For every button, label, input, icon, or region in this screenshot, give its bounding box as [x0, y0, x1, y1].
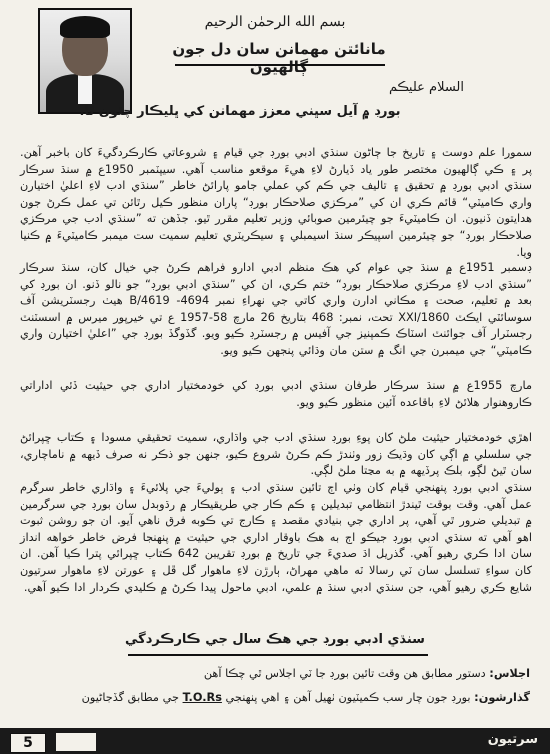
proposals-label: گذارشون: [474, 691, 530, 704]
paragraph-publishing: اهڙي خودمختيار حيثيت ملڻ کان پوءِ بورڊ سنڌي ادب جي واڌاري، سميت تحقيقي مسودا ۽ ڪتاب ڇپرائڻ جي سلسلي ۾ اڳي کان وڌيڪ زور وٺندڙ ڪم ڪرڻ شروع ڪيو، جنهن جو ذڪر نه صرف ڏيهه ۾ ناماچاري، سان ٿيڻ لڳو، بلڪ پرڏيهه ۾ به مڃتا ملڻ لڳي. [20, 431, 532, 478]
page-title: مانائتن مهمانن سان دل جون ڳالهيون [172, 40, 386, 76]
agenda-line [204, 667, 530, 680]
magazine-name: سرتيون [487, 732, 538, 747]
section-underline [128, 654, 428, 656]
author-photo [38, 8, 132, 114]
proposals-line [82, 691, 530, 704]
agenda-label: اجلاس: [489, 667, 530, 680]
greeting: السلام عليڪم [388, 80, 464, 95]
section-heading: سنڌي ادبي بورڊ جي هڪ سال جي ڪارڪردگي [125, 632, 425, 647]
footer-notch [56, 733, 96, 751]
proposals-text-before: بورڊ جون چار سب ڪميٽيون ٺهيل آهن ۽ اهي پنهنجي [225, 691, 471, 704]
proposals-text-after: جي مطابق گڏجاڻيون [81, 691, 179, 704]
paragraph-board-formation: ڊسمبر 1951ع ۾ سنڌ جي عوام کي هڪ منظم ادبي ادارو فراهم ڪرڻ جي خيال کان، سنڌ سرڪار ”سنڌي ادب لاءِ مرڪزي صلاحڪار بورڊ“ ختم ڪري، ان کي ”سنڌي ادبي بورڊ“ جو نالو ڏنو. ان بورڊ کي بعد ۾ تعليم، صحت ۽ مڪاني ادارن واري کاتي جي نهراءِ نمبر 4694- B/4619 هيٺ رجسٽريشن آف سوسائٽي ايڪٽ XXI/1860 تحت، نمبر: 468 بتاريخ 26 مارچ 58-1957 ع تي خيرپور ميرس ۾ اسسٽنٽ رجسٽرار آف جوائنٽ اسٽاڪ ڪمپنيز جي آفيس ۾ رجسٽرڊ ڪيو ويو. گڏوگڏ بورڊ جي ”اعليٰ اختيارن واري ڪاميٽي“ جي ميمبرن جي انگ ۾ ستن مان وڌائي پنجهن ڪيو ويو. [20, 261, 533, 357]
title-underline [175, 64, 385, 66]
bismillah: بسم الله الرحمٰن الرحيم [204, 14, 346, 30]
paragraph-achievements: سنڌي ادبي بورڊ پنهنجي قيام کان وٺي اڄ تائين سنڌي ادب ۽ ٻوليءَ جي پلائيءَ ۽ واڌاري خاطر سرگرم عمل آهي. وقت بوقت ٿيندڙ انتظامي تبديلين ۽ ڪم ڪار جي طريقيڪار ۾ رڌوبدل سان بورڊ جي سرگرمين ۾ تبديلي ضرور ٿي آهي، پر اداري جي بنيادي مقصد ۽ ڪارج تي ڪوبه فرق ناهي آيو. ان جو روشن ثبوت اهو آهي ته سنڌي ادبي بورڊ جيڪو اڄ به هڪ باوقار اداري جي حيثيت ۾ پنهنجا فرض خاطر خواهه انداز سان ادا ڪري رهيو آهي. گذريل اڌ صديءَ جي تاريخ ۾ بورڊ تقريبن 642 ڪتاب ڇپرائي پترا ڪيا آهن. ان کان سواءِ تسلسل سان ٽي رسالا ٽه ماهي مهراڻ، ٻارڙن لاءِ ماهوار گل ڦل ۽ عورتن لاءِ ماهوار سرتيون شايع ڪري رهيو آهي، جن سنڌي ادبي سنڌ ۾ علمي، ادبي ماحول پيدا ڪرڻ ۾ ڪليدي ڪردار ادا ڪيو آهي. [20, 481, 532, 594]
intro-line: بورڊ ۾ آيل سڀني معزز مهمانن کي ڀليڪار چئون ٿا. [79, 104, 401, 119]
tors-term: T.O.Rs [182, 691, 222, 704]
page-number: 5 [10, 733, 46, 753]
paragraph-autonomy: مارچ 1955ع ۾ سنڌ سرڪار طرفان سنڌي ادبي بورڊ کي خودمختيار اداري جي حيثيت ڏئي اداراتي ڪاروهنوار هلائڻ لاءِ باقاعده آئين منظور ڪيو ويو. [20, 379, 532, 409]
paragraph-history: سمورا علم دوست ۽ تاريخ جا ڄاڻون سنڌي ادبي بورڊ جي قيام ۽ شروعاتي ڪارڪردگيءَ کان باخبر آهن. پر ۽ ڪي ڳالهيون مختصر طور ياد ڏيارڻ لاءِ هيءَ موقعو مناسب آهي. سيپٽمبر 1950ع ۾ سنڌ سرڪار سنڌي ادبي بورڊ ۾ تحقيق ۽ تاليف جي ڪم کي عملي جامو پارائڻ خاطر ”سنڌي ادب لاءِ اعليٰ اختيارن واري ڪاميٽي“ قائم ڪري ان کي ”مرڪزي صلاحڪار بورڊ“ پاران منظور ڪيل رٿائن تي عمل ڪرڻ جون هدايتون ڏنيون. ان ڪاميٽيءَ جو چيئرمين صوبائي وزير تعليم مقرر ٿيو. جڏهن ته ”سنڌي ادب جي مرڪزي صلاحڪار بورڊ“ جو چيئرمين اسپيڪر سنڌ اسيمبلي ۽ سيڪريٽري تعليم سميت ست ميمبر ڪاميٽيءَ ۾ ڪنيا ويا. [20, 146, 533, 259]
agenda-text: دستور مطابق هن وقت تائين بورڊ جا ٽي اجلاس ٿي چڪا آهن [203, 667, 486, 680]
